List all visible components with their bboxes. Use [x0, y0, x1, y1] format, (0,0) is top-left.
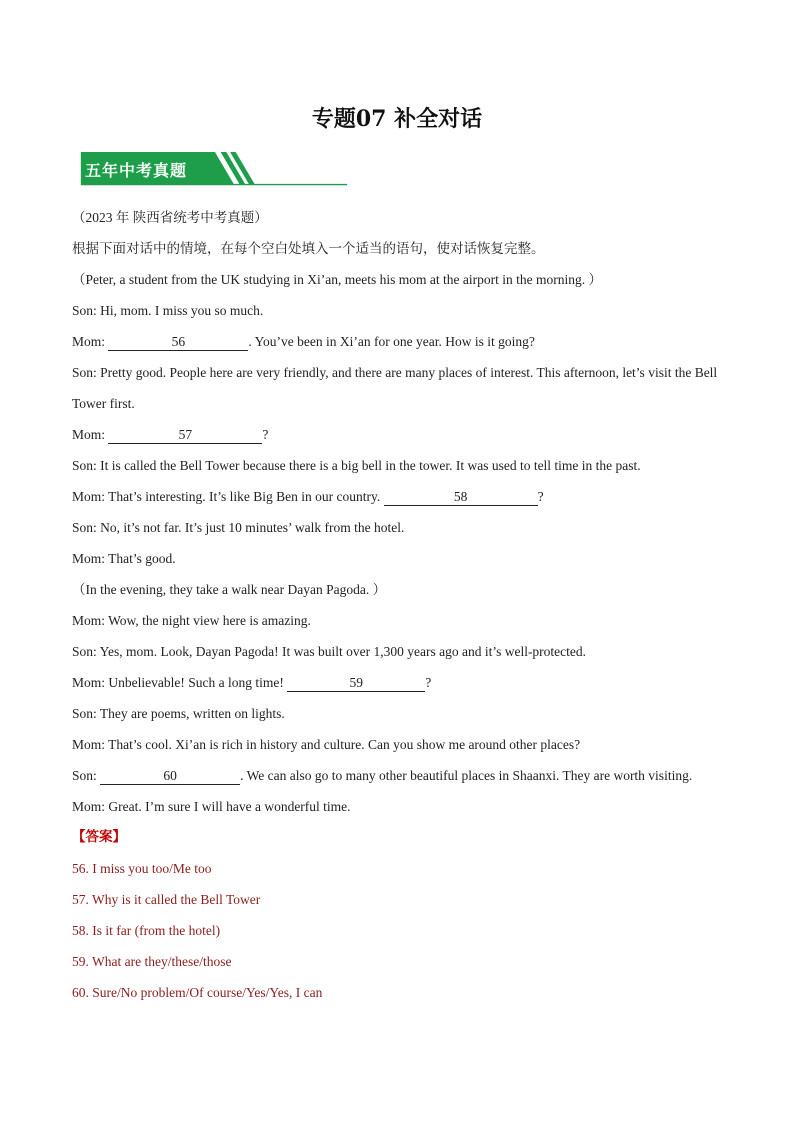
dialogue-line: Son: It is called the Bell Tower because there is a big bell in the tower. It was used to tell time in the past. [72, 458, 641, 473]
section-banner [73, 152, 355, 188]
blank-60: 60 [100, 767, 240, 785]
dialogue-line: Son: They are poems, written on lights. [72, 706, 285, 721]
dialogue-line: Mom: That’s interesting. It’s like Big Ben in our country. 58 ? [72, 489, 544, 504]
dialogue-line: Son: No, it’s not far. It’s just 10 minutes’ walk from the hotel. [72, 520, 405, 535]
dialogue-line: Mom: Unbelievable! Such a long time! 59 ? [72, 675, 432, 690]
blank-58: 58 [384, 488, 538, 506]
answer-item: 58. Is it far (from the hotel) [72, 923, 221, 938]
dialogue-line: Son: Pretty good. People here are very friendly, and there are many places of interest. This afternoon, let’s visit the Bell Tower first. [72, 365, 718, 411]
answer-heading: 【答案】 [72, 829, 126, 845]
dialogue-line: Son: Yes, mom. Look, Dayan Pagoda! It was built over 1,300 years ago and it’s well-protected. [72, 644, 587, 659]
banner-label: 五年中考真题 [85, 161, 188, 180]
instruction: 根据下面对话中的情境，在每个空白处填入一个适当的语句，使对话恢复完整。 [72, 241, 545, 256]
dialogue-line: Mom: 56 . You’ve been in Xi’an for one year. How is it going? [72, 334, 535, 349]
dialogue-line: Mom: That’s cool. Xi’an is rich in history and culture. Can you show me around other places? [72, 737, 581, 752]
dialogue-line: Mom: That’s good. [72, 551, 176, 566]
question-content [72, 202, 732, 1008]
blank-57: 57 [108, 426, 262, 444]
answer-item: 57. Why is it called the Bell Tower [72, 892, 261, 907]
dialogue-line: Mom: Great. I’m sure I will have a wonderful time. [72, 799, 351, 814]
dialogue-line: Son: Hi, mom. I miss you so much. [72, 303, 264, 318]
answer-item: 60. Sure/No problem/Of course/Yes/Yes, I can [72, 985, 323, 1000]
dialogue-line: Mom: Wow, the night view here is amazing. [72, 613, 311, 628]
scene-description: （In the evening, they take a walk near Dayan Pagoda. ） [72, 582, 387, 597]
blank-56: 56 [108, 333, 248, 351]
page-title: 专题07 补全对话 [311, 106, 483, 132]
answer-item: 56. I miss you too/Me too [72, 861, 212, 876]
question-source: （2023 年 陕西省统考中考真题） [72, 210, 268, 225]
dialogue-line: Mom: 57 ? [72, 427, 269, 442]
scene-description: （Peter, a student from the UK studying in Xi’an, meets his mom at the airport in the morning. ） [72, 272, 602, 287]
answer-item: 59. What are they/these/those [72, 954, 232, 969]
dialogue-line: Son: 60 . We can also go to many other beautiful places in Shaanxi. They are worth visiting. [72, 768, 693, 783]
blank-59: 59 [287, 674, 425, 692]
